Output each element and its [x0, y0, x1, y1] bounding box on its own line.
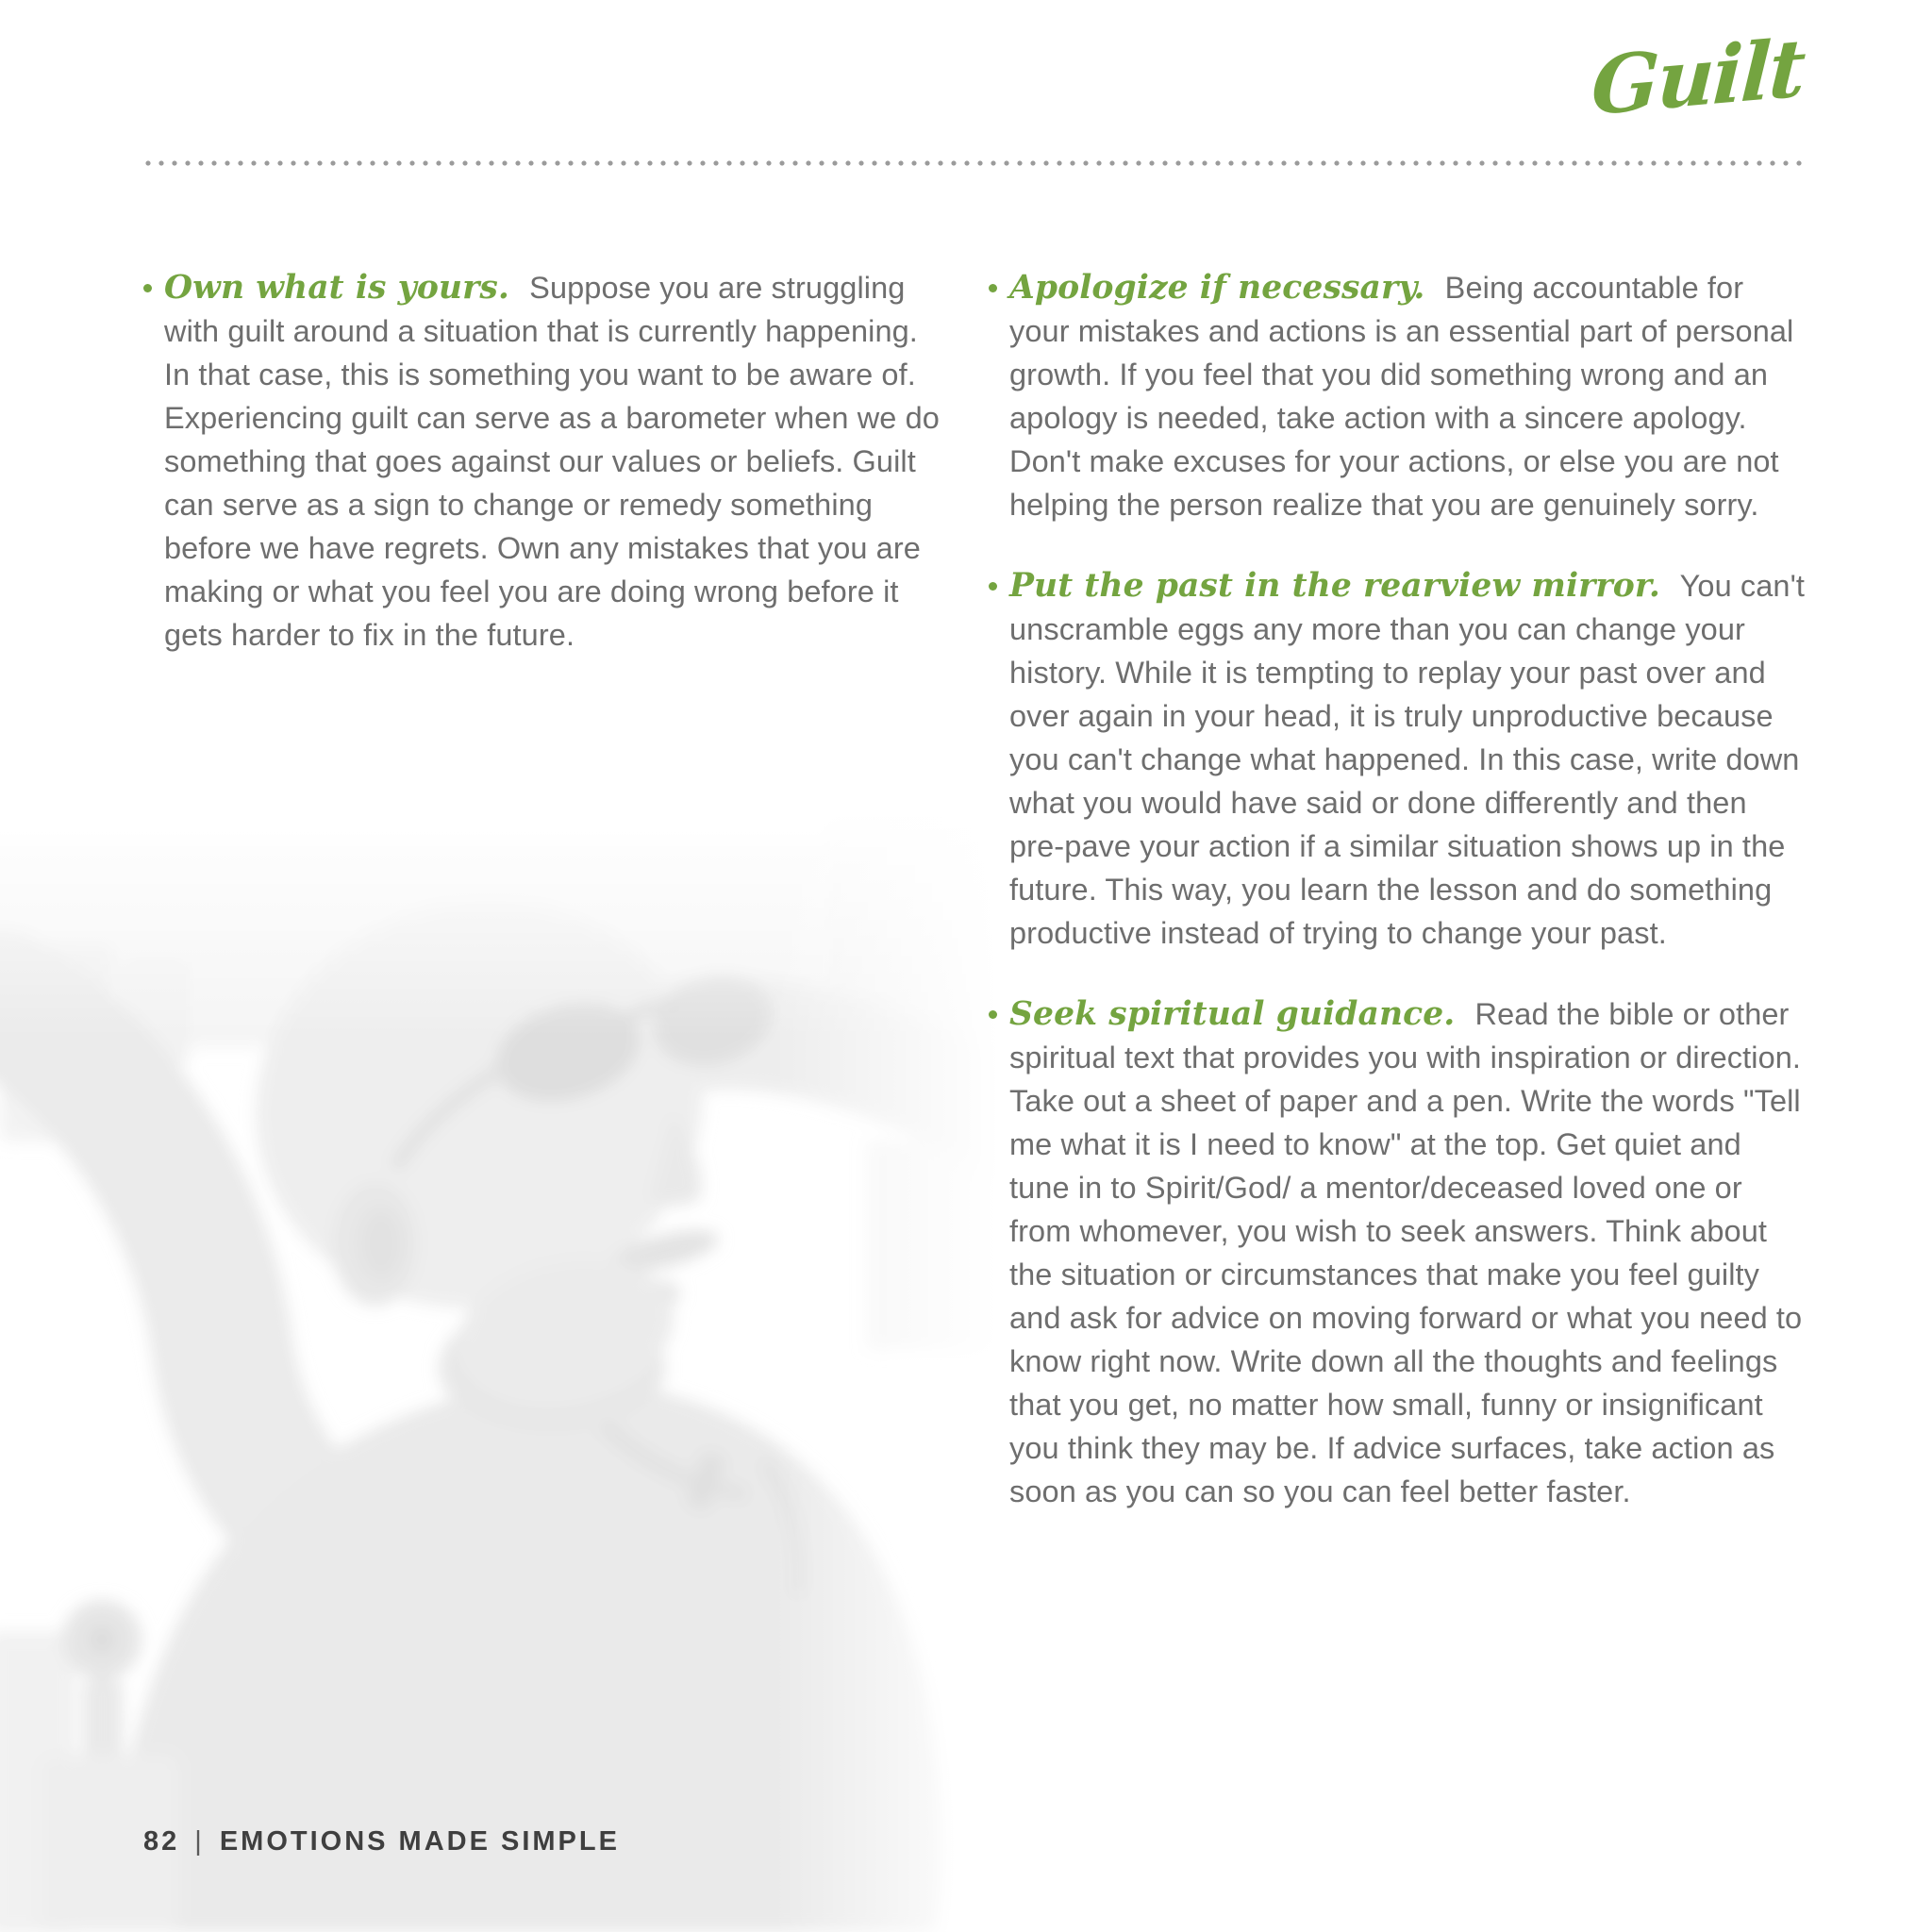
- bullet-lead: Apologize if necessary.: [1009, 269, 1425, 307]
- bullet-lead: Put the past in the rearview mirror.: [1009, 567, 1661, 605]
- left-column: [143, 266, 941, 694]
- chapter-title: Guilt: [1589, 20, 1807, 134]
- book-title: EMOTIONS MADE SIMPLE: [219, 1826, 620, 1857]
- page-footer: [143, 1826, 620, 1857]
- bullet-lead: Own what is yours.: [164, 269, 510, 307]
- bullet-body: Suppose you are struggling with guilt around a situation that is currently happening. In that case, this is something you want to be aware of. Experiencing guilt can serve as a barometer when we do something that goes against our values or beliefs. Guilt can serve as a sign to change or remedy something before we have regrets. Own any mistakes that you are making or what you feel you are doing wrong before it gets harder to fix in the future.: [164, 271, 940, 652]
- bullet-lead: Seek spiritual guidance.: [1009, 995, 1456, 1033]
- bullet-icon: [989, 1010, 997, 1019]
- bullet-body: You can't unscramble eggs any more than you can change your history. While it is tempting to replay your past over and over again in your head, it is truly unproductive because you can't change what happened. In this case, write down what you would have said or done differently and then pre-pave your action if a similar situation shows up in the future. This way, you learn the lesson and do something productive instead of trying to change your past.: [1009, 569, 1806, 950]
- bullet-icon: [143, 284, 152, 292]
- right-column: [989, 266, 1806, 1551]
- bullet-icon: [989, 284, 997, 292]
- page-number: 82: [143, 1826, 180, 1857]
- bullet-body: Read the bible or other spiritual text that provides you with inspiration or direction. Take out a sheet of paper and a pen. Write the words "Tell me what it is I need to know" at the top. Get quiet and tune in to Spirit/God/ a mentor/deceased loved one or from whomever, you wish to seek answers. Think about the situation or circumstances that make you feel guilty and ask for advice on moving forward or what you need to know right now. Write down all the thoughts and feelings that you get, no matter how small, funny or insignificant you think they may be. If advice surfaces, take action as soon as you can so you can feel better faster.: [1009, 997, 1803, 1508]
- bullet-item: [989, 266, 1806, 526]
- background-photo: [0, 802, 1000, 1932]
- bullet-item: [143, 266, 941, 657]
- bullet-item: [989, 992, 1806, 1513]
- bullet-icon: [989, 582, 997, 591]
- bullet-item: [989, 564, 1806, 955]
- footer-separator: |: [194, 1826, 205, 1857]
- dotted-divider: [142, 160, 1807, 166]
- photo-right-fade: [774, 802, 1000, 1932]
- bullet-body: Being accountable for your mistakes and actions is an essential part of personal growth. If you feel that you did something wrong and an apology is needed, take action with a sincere apology. Don't make excuses for your actions, or else you are not helping the person realize that you are genuinely sorry.: [1009, 271, 1794, 522]
